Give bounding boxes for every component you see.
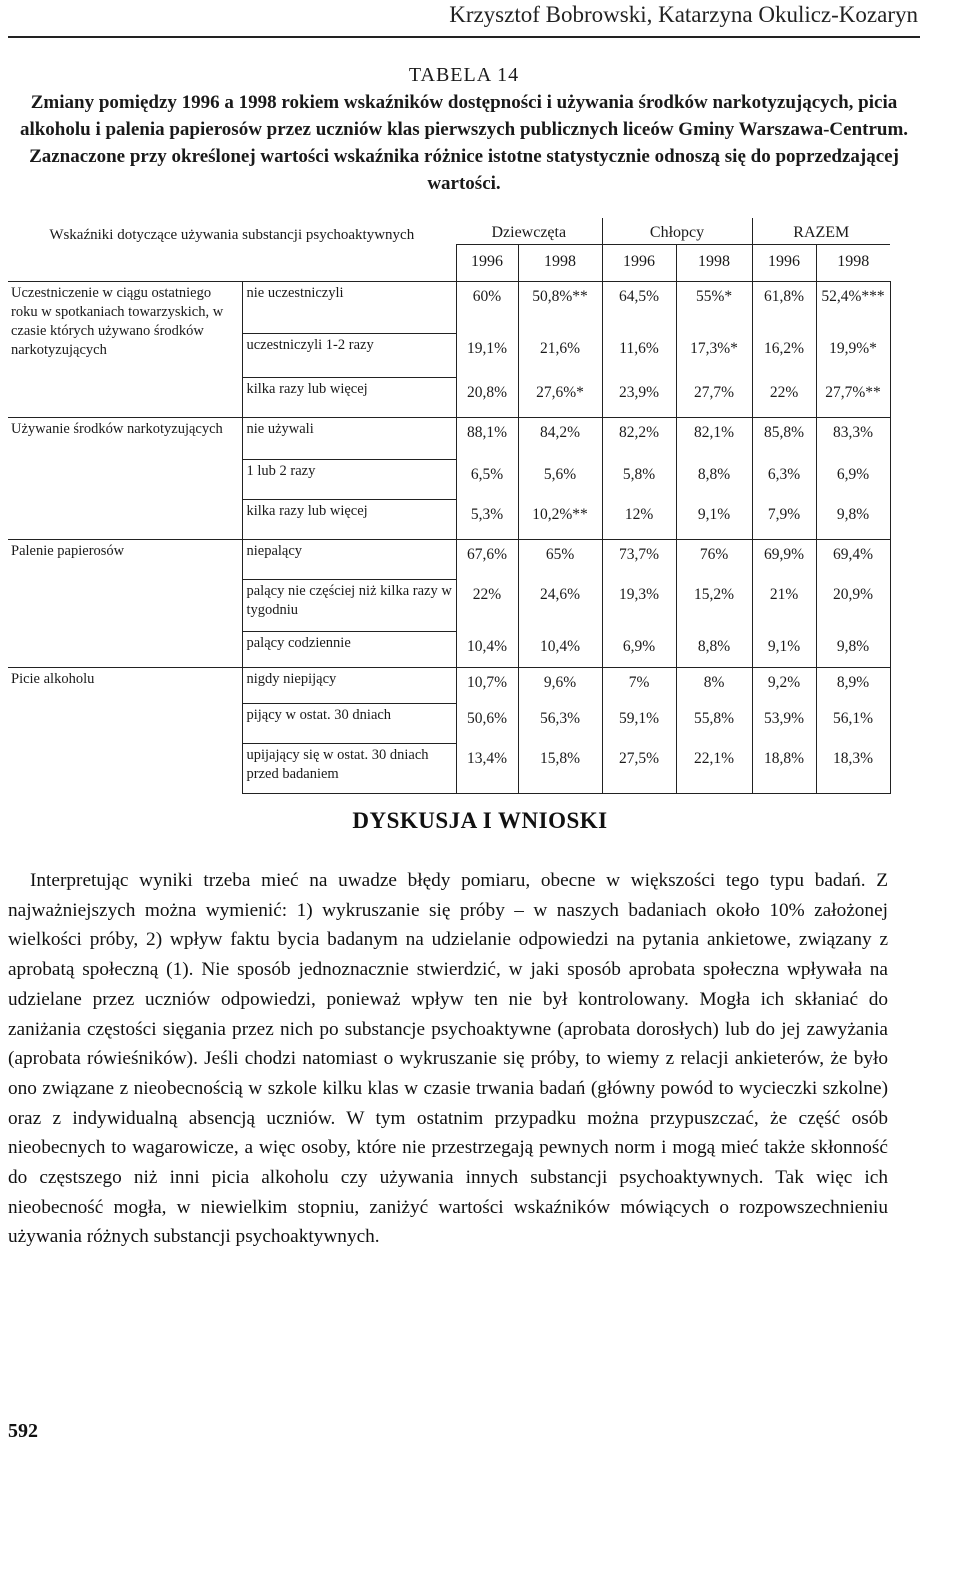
row-label: palący nie częściej niż kilka razy w tygodniu	[242, 580, 456, 632]
row-label: nie uczestniczyli	[242, 282, 456, 334]
value-cell: 27,6%*	[518, 378, 602, 418]
value-cell: 9,1%	[752, 632, 816, 668]
group-header-girls: Dziewczęta	[456, 218, 602, 245]
value-cell: 64,5%	[602, 282, 676, 334]
value-cell: 7,9%	[752, 500, 816, 540]
value-cell: 60%	[456, 282, 518, 334]
value-cell: 10,2%**	[518, 500, 602, 540]
row-label: upijający się w ostat. 30 dniach przed badaniem	[242, 744, 456, 794]
value-cell: 56,1%	[816, 704, 890, 744]
table-row	[8, 282, 890, 334]
year-header: 1996	[456, 245, 518, 282]
value-cell: 6,9%	[816, 460, 890, 500]
value-cell: 8,8%	[676, 632, 752, 668]
category-label: Używanie środków narkotyzujących	[8, 418, 242, 540]
page-number: 592	[8, 1420, 38, 1442]
value-cell: 13,4%	[456, 744, 518, 794]
results-table	[8, 218, 891, 794]
value-cell: 52,4%***	[816, 282, 890, 334]
value-cell: 8,9%	[816, 668, 890, 704]
value-cell: 23,9%	[602, 378, 676, 418]
value-cell: 15,2%	[676, 580, 752, 632]
value-cell: 22%	[456, 580, 518, 632]
value-cell: 83,3%	[816, 418, 890, 460]
value-cell: 69,4%	[816, 540, 890, 580]
value-cell: 15,8%	[518, 744, 602, 794]
value-cell: 69,9%	[752, 540, 816, 580]
row-label: nigdy niepijący	[242, 668, 456, 704]
value-cell: 27,7%	[676, 378, 752, 418]
value-cell: 18,3%	[816, 744, 890, 794]
value-cell: 20,9%	[816, 580, 890, 632]
year-header: 1996	[752, 245, 816, 282]
value-cell: 27,7%**	[816, 378, 890, 418]
value-cell: 18,8%	[752, 744, 816, 794]
row-label: kilka razy lub więcej	[242, 378, 456, 418]
category-label: Uczestniczenie w ciągu ostatniego roku w spotkaniach towarzyskich, w czasie których używano środków narkotyzujących	[8, 282, 242, 418]
value-cell: 11,6%	[602, 334, 676, 378]
row-label: pijący w ostat. 30 dniach	[242, 704, 456, 744]
value-cell: 9,8%	[816, 632, 890, 668]
value-cell: 55%*	[676, 282, 752, 334]
value-cell: 61,8%	[752, 282, 816, 334]
year-header: 1998	[518, 245, 602, 282]
value-cell: 56,3%	[518, 704, 602, 744]
table-caption	[8, 62, 920, 197]
value-cell: 7%	[602, 668, 676, 704]
value-cell: 19,9%*	[816, 334, 890, 378]
table-row	[8, 540, 890, 580]
value-cell: 6,5%	[456, 460, 518, 500]
value-cell: 82,1%	[676, 418, 752, 460]
value-cell: 19,1%	[456, 334, 518, 378]
value-cell: 10,7%	[456, 668, 518, 704]
value-cell: 8,8%	[676, 460, 752, 500]
value-cell: 17,3%*	[676, 334, 752, 378]
table-row	[8, 668, 890, 704]
row-label: kilka razy lub więcej	[242, 500, 456, 540]
category-label: Palenie papierosów	[8, 540, 242, 668]
value-cell: 6,9%	[602, 632, 676, 668]
value-cell: 19,3%	[602, 580, 676, 632]
value-cell: 22,1%	[676, 744, 752, 794]
value-cell: 9,8%	[816, 500, 890, 540]
value-cell: 8%	[676, 668, 752, 704]
table-label: TABELA 14	[408, 64, 520, 86]
value-cell: 67,6%	[456, 540, 518, 580]
value-cell: 12%	[602, 500, 676, 540]
section-body: Interpretując wyniki trzeba mieć na uwadze błędy pomiaru, obecne w większości tego typu badań. Z najważniejszych można wymienić: 1) wykruszanie się próby – w naszych badaniach około 10% założonej wielkości próby, 2) wpływ faktu bycia badanym na udzielanie odpowiedzi na pytania ankietowe, związany z aprobatą społeczną (1). Nie sposób jednoznacznie stwierdzić, w jaki sposób aprobata społeczna wpływała na udzielane przez uczniów odpowiedzi, ponieważ wpływ ten nie był kontrolowany. Mogła ich skłaniać do zaniżania częstości sięgania przez nich po substancje psychoaktywne (aprobata dorosłych) lub do jej zawyżania (aprobata rówieśników). Jeśli chodzi natomiast o wykruszanie się próby, to wiemy z relacji ankieterów, że było ono związane z nieobecnością w szkole kilku klas w czasie trwania badań (główny powód to wycieczki szkolne) oraz z indywidualną absencją uczniów. W tym ostatnim przypadku można przypuszczać, że część osób nieobecnych to wagarowicze, a więc osoby, które nie przestrzegają pewnych norm i mogą mieć także skłonność do częstszego niż inni picia alkoholu czy używania innych substancji psychoaktywnych. Tak więc ich nieobecność mogła, w niewielkim stopniu, zaniżyć wartości wskaźników mówiących o rozpowszechnieniu używania różnych substancji psychoaktywnych.	[8, 870, 888, 1248]
header-rule	[8, 36, 920, 38]
value-cell: 59,1%	[602, 704, 676, 744]
value-cell: 6,3%	[752, 460, 816, 500]
table-row	[8, 418, 890, 460]
running-header-author: Krzysztof Bobrowski, Katarzyna Okulicz-Kozaryn	[449, 2, 918, 27]
indicator-header: Wskaźniki dotyczące używania substancji psychoaktywnych	[49, 227, 415, 243]
value-cell: 9,1%	[676, 500, 752, 540]
value-cell: 16,2%	[752, 334, 816, 378]
year-header: 1998	[816, 245, 890, 282]
year-header: 1996	[602, 245, 676, 282]
value-cell: 10,4%	[456, 632, 518, 668]
value-cell: 53,9%	[752, 704, 816, 744]
value-cell: 24,6%	[518, 580, 602, 632]
row-label: uczestniczyli 1-2 razy	[242, 334, 456, 378]
row-label: nie używali	[242, 418, 456, 460]
value-cell: 73,7%	[602, 540, 676, 580]
group-header-total: RAZEM	[752, 218, 890, 245]
row-label: 1 lub 2 razy	[242, 460, 456, 500]
value-cell: 55,8%	[676, 704, 752, 744]
value-cell: 85,8%	[752, 418, 816, 460]
value-cell: 5,8%	[602, 460, 676, 500]
row-label: palący codziennie	[242, 632, 456, 668]
value-cell: 27,5%	[602, 744, 676, 794]
section-title: DYSKUSJA I WNIOSKI	[352, 808, 608, 833]
group-header-boys: Chłopcy	[602, 218, 752, 245]
value-cell: 84,2%	[518, 418, 602, 460]
value-cell: 10,4%	[518, 632, 602, 668]
row-label: niepalący	[242, 540, 456, 580]
value-cell: 50,6%	[456, 704, 518, 744]
value-cell: 21,6%	[518, 334, 602, 378]
table-caption-text: Zmiany pomiędzy 1996 a 1998 rokiem wskaźników dostępności i używania środków narkotyzujących, picia alkoholu i palenia papierosów przez uczniów klas pierwszych publicznych liceów Gminy Warszawa-Centrum. Zaznaczone przy określonej wartości wskaźnika różnice istotne statystycznie odnoszą się do poprzedzającej wartości.	[19, 92, 909, 194]
category-label: Picie alkoholu	[8, 668, 242, 794]
value-cell: 5,6%	[518, 460, 602, 500]
year-header: 1998	[676, 245, 752, 282]
value-cell: 20,8%	[456, 378, 518, 418]
value-cell: 65%	[518, 540, 602, 580]
value-cell: 76%	[676, 540, 752, 580]
value-cell: 82,2%	[602, 418, 676, 460]
value-cell: 88,1%	[456, 418, 518, 460]
value-cell: 21%	[752, 580, 816, 632]
value-cell: 9,6%	[518, 668, 602, 704]
value-cell: 5,3%	[456, 500, 518, 540]
value-cell: 50,8%**	[518, 282, 602, 334]
value-cell: 9,2%	[752, 668, 816, 704]
value-cell: 22%	[752, 378, 816, 418]
